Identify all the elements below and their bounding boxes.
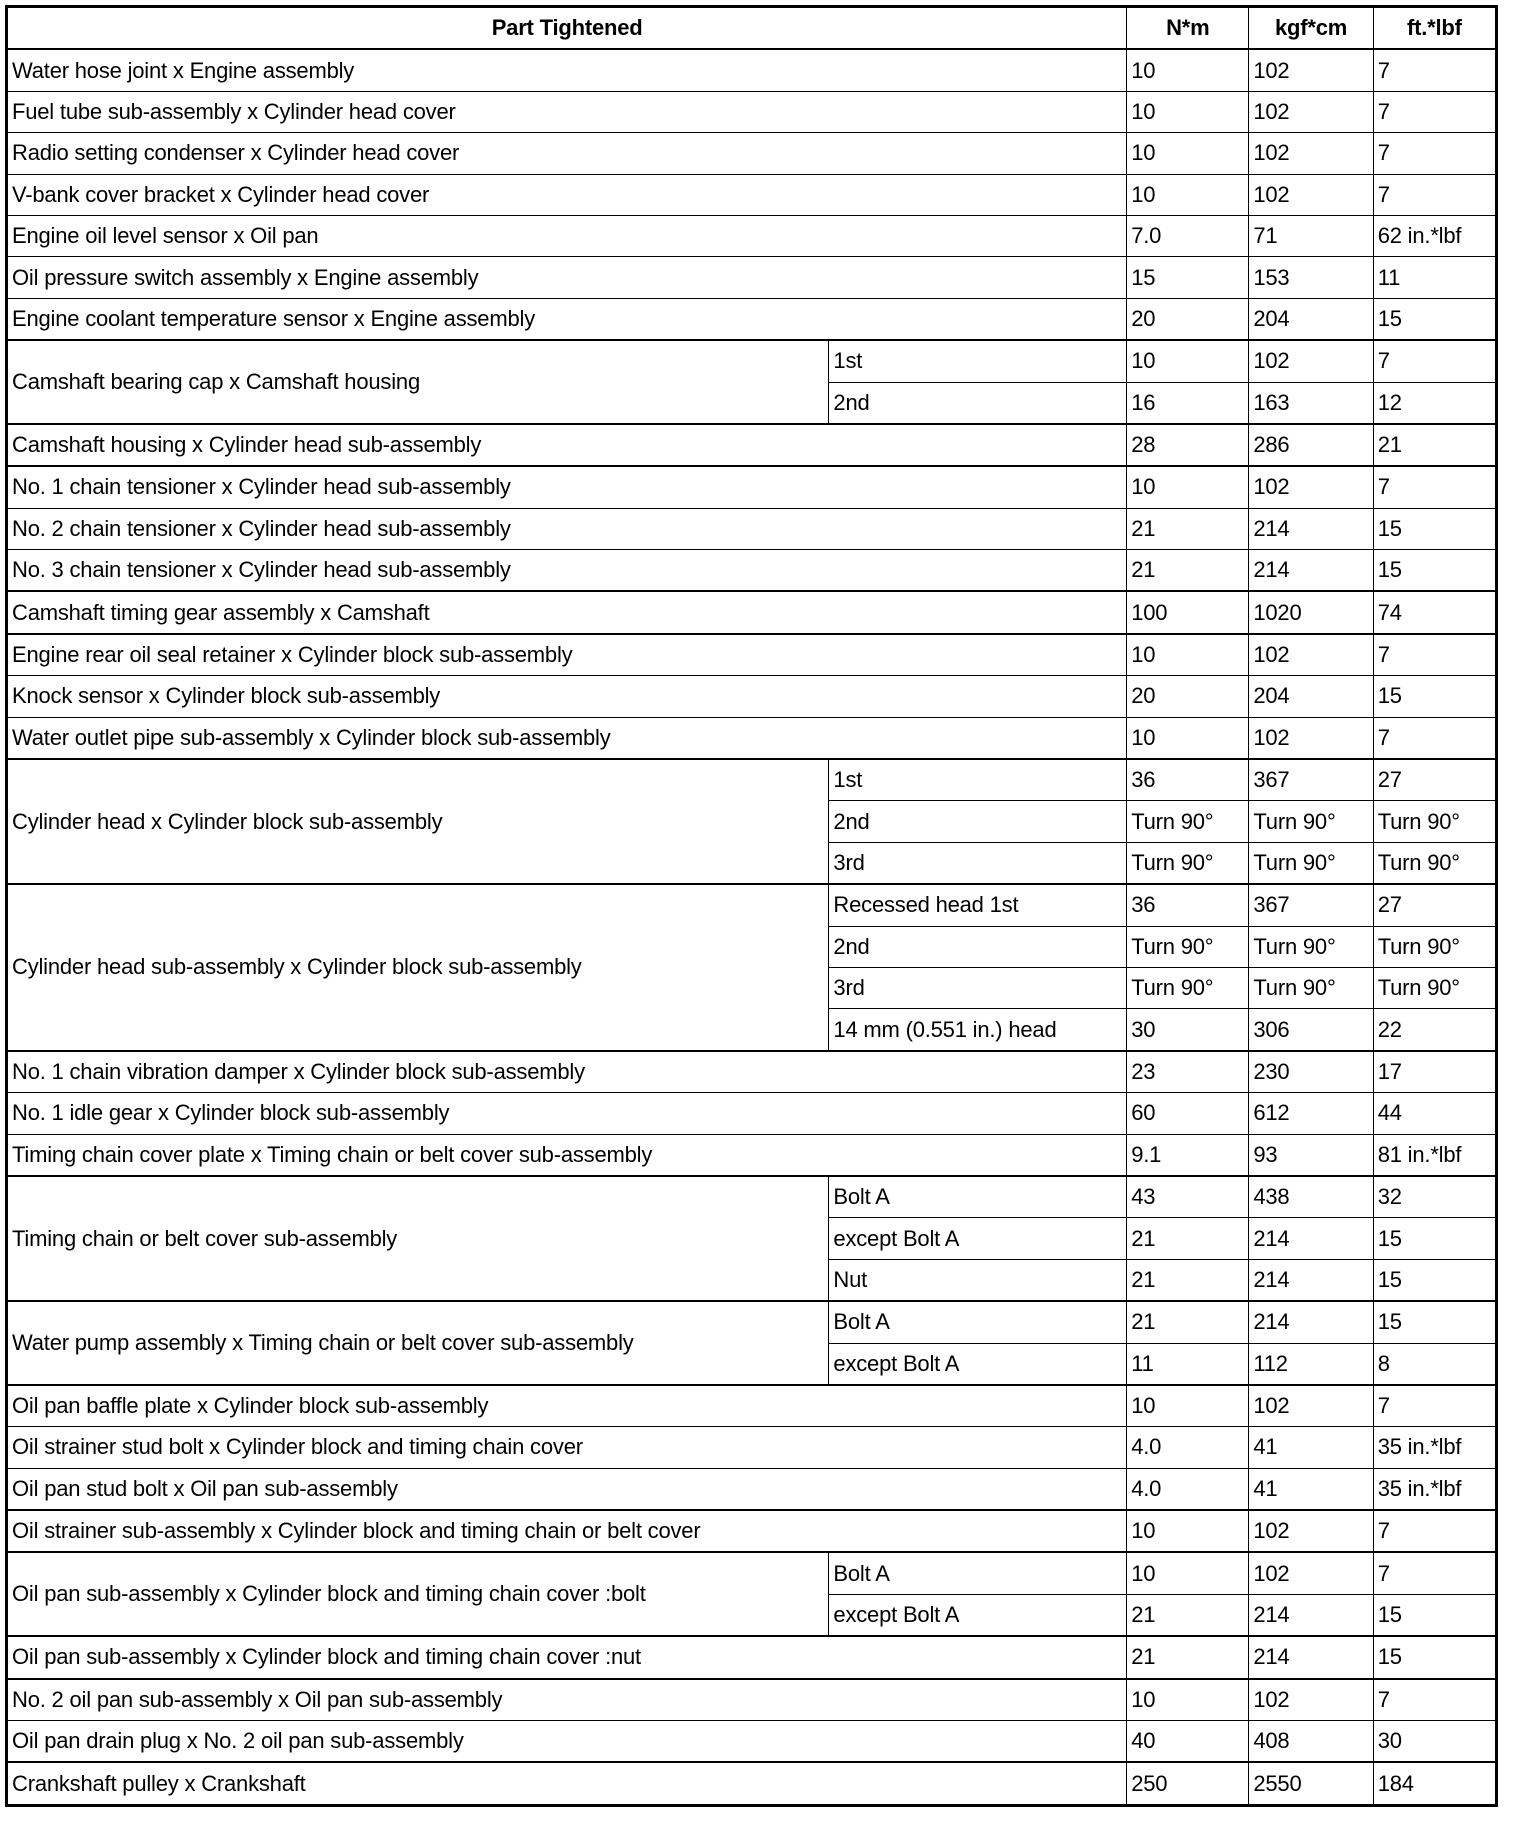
torque-spec-table <box>5 5 1498 1807</box>
table-row <box>7 424 1497 466</box>
step-cell: 1st <box>829 759 1127 801</box>
step-cell: except Bolt A <box>829 1218 1127 1259</box>
nm-value-cell: 21 <box>1127 550 1249 592</box>
nm-value-cell: Turn 90° <box>1127 926 1249 967</box>
nm-value-cell: 21 <box>1127 508 1249 549</box>
nm-value-cell: 43 <box>1127 1176 1249 1218</box>
table-body <box>7 49 1497 1805</box>
ft-value-cell: 7 <box>1373 340 1496 382</box>
nm-value-cell: 23 <box>1127 1051 1249 1093</box>
part-name-cell: Crankshaft pulley x Crankshaft <box>7 1762 1127 1805</box>
ft-value-cell: 7 <box>1373 634 1496 676</box>
ft-value-cell: 7 <box>1373 466 1496 508</box>
step-cell: 2nd <box>829 382 1127 424</box>
table-row <box>7 1510 1497 1552</box>
step-cell: Bolt A <box>829 1301 1127 1343</box>
ft-value-cell: Turn 90° <box>1373 967 1496 1008</box>
nm-value-cell: 100 <box>1127 591 1249 633</box>
nm-value-cell: 15 <box>1127 257 1249 298</box>
nm-value-cell: 20 <box>1127 676 1249 717</box>
table-row <box>7 1385 1497 1427</box>
ft-value-cell: 7 <box>1373 91 1496 132</box>
step-cell: Nut <box>829 1259 1127 1301</box>
part-name-cell: Oil pan stud bolt x Oil pan sub-assembly <box>7 1468 1127 1510</box>
kgf-value-cell: Turn 90° <box>1249 801 1373 842</box>
ft-value-cell: 22 <box>1373 1009 1496 1051</box>
table-row <box>7 215 1497 256</box>
kgf-value-cell: 102 <box>1249 1679 1373 1721</box>
ft-value-cell: 15 <box>1373 1636 1496 1678</box>
kgf-value-cell: 102 <box>1249 133 1373 174</box>
kgf-value-cell: 102 <box>1249 1385 1373 1427</box>
kgf-value-cell: Turn 90° <box>1249 967 1373 1008</box>
table-row <box>7 174 1497 215</box>
ft-value-cell: 74 <box>1373 591 1496 633</box>
ft-value-cell: Turn 90° <box>1373 801 1496 842</box>
nm-value-cell: 10 <box>1127 1385 1249 1427</box>
ft-value-cell: 15 <box>1373 1259 1496 1301</box>
ft-value-cell: 15 <box>1373 550 1496 592</box>
step-cell: Bolt A <box>829 1552 1127 1594</box>
table-row <box>7 257 1497 298</box>
kgf-value-cell: 102 <box>1249 340 1373 382</box>
table-row <box>7 1051 1497 1093</box>
table-row <box>7 759 1497 801</box>
nm-value-cell: Turn 90° <box>1127 801 1249 842</box>
kgf-value-cell: 408 <box>1249 1721 1373 1763</box>
nm-value-cell: 250 <box>1127 1762 1249 1805</box>
header-row <box>7 7 1497 50</box>
ft-value-cell: 15 <box>1373 1218 1496 1259</box>
kgf-value-cell: 41 <box>1249 1468 1373 1510</box>
ft-value-cell: 32 <box>1373 1176 1496 1218</box>
ft-value-cell: 15 <box>1373 298 1496 340</box>
ft-value-cell: 7 <box>1373 1679 1496 1721</box>
kgf-value-cell: 102 <box>1249 466 1373 508</box>
nm-value-cell: 21 <box>1127 1636 1249 1678</box>
part-name-cell: Water hose joint x Engine assembly <box>7 49 1127 91</box>
nm-value-cell: 10 <box>1127 717 1249 759</box>
ft-value-cell: 35 in.*lbf <box>1373 1468 1496 1510</box>
kgf-value-cell: Turn 90° <box>1249 842 1373 884</box>
kgf-value-cell: Turn 90° <box>1249 926 1373 967</box>
kgf-value-cell: 102 <box>1249 717 1373 759</box>
table-row <box>7 884 1497 926</box>
part-name-cell: No. 2 chain tensioner x Cylinder head sub-assembly <box>7 508 1127 549</box>
part-name-cell: Water pump assembly x Timing chain or belt cover sub-assembly <box>7 1301 829 1385</box>
nm-value-cell: 10 <box>1127 49 1249 91</box>
table-row <box>7 1552 1497 1594</box>
part-name-cell: No. 1 idle gear x Cylinder block sub-assembly <box>7 1093 1127 1134</box>
part-name-cell: Oil pan drain plug x No. 2 oil pan sub-assembly <box>7 1721 1127 1763</box>
nm-value-cell: 10 <box>1127 466 1249 508</box>
table-row <box>7 508 1497 549</box>
ft-value-cell: 62 in.*lbf <box>1373 215 1496 256</box>
kgf-value-cell: 367 <box>1249 884 1373 926</box>
kgf-value-cell: 102 <box>1249 1510 1373 1552</box>
part-name-cell: Oil strainer sub-assembly x Cylinder block and timing chain or belt cover <box>7 1510 1127 1552</box>
ft-value-cell: Turn 90° <box>1373 926 1496 967</box>
table-row <box>7 591 1497 633</box>
kgf-value-cell: 214 <box>1249 1218 1373 1259</box>
ft-value-cell: 7 <box>1373 49 1496 91</box>
nm-value-cell: 10 <box>1127 174 1249 215</box>
part-name-cell: Camshaft bearing cap x Camshaft housing <box>7 340 829 424</box>
part-name-cell: Water outlet pipe sub-assembly x Cylinder block sub-assembly <box>7 717 1127 759</box>
header-nm: N*m <box>1127 7 1249 50</box>
kgf-value-cell: 230 <box>1249 1051 1373 1093</box>
ft-value-cell: 7 <box>1373 174 1496 215</box>
table-row <box>7 717 1497 759</box>
nm-value-cell: 20 <box>1127 298 1249 340</box>
part-name-cell: Oil pressure switch assembly x Engine assembly <box>7 257 1127 298</box>
kgf-value-cell: 102 <box>1249 634 1373 676</box>
kgf-value-cell: 204 <box>1249 298 1373 340</box>
part-name-cell: Engine oil level sensor x Oil pan <box>7 215 1127 256</box>
ft-value-cell: 15 <box>1373 1594 1496 1636</box>
ft-value-cell: 27 <box>1373 884 1496 926</box>
kgf-value-cell: 214 <box>1249 1594 1373 1636</box>
nm-value-cell: 11 <box>1127 1343 1249 1385</box>
table-row <box>7 634 1497 676</box>
ft-value-cell: 30 <box>1373 1721 1496 1763</box>
kgf-value-cell: 214 <box>1249 1259 1373 1301</box>
kgf-value-cell: 102 <box>1249 1552 1373 1594</box>
step-cell: 2nd <box>829 926 1127 967</box>
table-row <box>7 676 1497 717</box>
ft-value-cell: 81 in.*lbf <box>1373 1134 1496 1176</box>
step-cell: Recessed head 1st <box>829 884 1127 926</box>
nm-value-cell: 21 <box>1127 1594 1249 1636</box>
step-cell: 3rd <box>829 967 1127 1008</box>
table-row <box>7 466 1497 508</box>
step-cell: 2nd <box>829 801 1127 842</box>
nm-value-cell: 4.0 <box>1127 1427 1249 1468</box>
table-row <box>7 298 1497 340</box>
table-row <box>7 1301 1497 1343</box>
kgf-value-cell: 438 <box>1249 1176 1373 1218</box>
part-name-cell: Camshaft housing x Cylinder head sub-assembly <box>7 424 1127 466</box>
kgf-value-cell: 204 <box>1249 676 1373 717</box>
part-name-cell: Oil strainer stud bolt x Cylinder block and timing chain cover <box>7 1427 1127 1468</box>
nm-value-cell: Turn 90° <box>1127 842 1249 884</box>
nm-value-cell: 60 <box>1127 1093 1249 1134</box>
nm-value-cell: 16 <box>1127 382 1249 424</box>
table-row <box>7 1468 1497 1510</box>
part-name-cell: Oil pan baffle plate x Cylinder block sub-assembly <box>7 1385 1127 1427</box>
ft-value-cell: 15 <box>1373 676 1496 717</box>
header-part-tightened: Part Tightened <box>7 7 1127 50</box>
nm-value-cell: 36 <box>1127 759 1249 801</box>
kgf-value-cell: 1020 <box>1249 591 1373 633</box>
table-row <box>7 1176 1497 1218</box>
part-name-cell: V-bank cover bracket x Cylinder head cover <box>7 174 1127 215</box>
part-name-cell: Knock sensor x Cylinder block sub-assembly <box>7 676 1127 717</box>
ft-value-cell: 8 <box>1373 1343 1496 1385</box>
part-name-cell: Cylinder head x Cylinder block sub-assembly <box>7 759 829 884</box>
ft-value-cell: 7 <box>1373 1510 1496 1552</box>
nm-value-cell: 7.0 <box>1127 215 1249 256</box>
part-name-cell: No. 1 chain tensioner x Cylinder head sub-assembly <box>7 466 1127 508</box>
kgf-value-cell: 93 <box>1249 1134 1373 1176</box>
ft-value-cell: 7 <box>1373 1552 1496 1594</box>
table-row <box>7 91 1497 132</box>
table-row <box>7 1093 1497 1134</box>
step-cell: 14 mm (0.551 in.) head <box>829 1009 1127 1051</box>
part-name-cell: No. 3 chain tensioner x Cylinder head sub-assembly <box>7 550 1127 592</box>
ft-value-cell: 11 <box>1373 257 1496 298</box>
nm-value-cell: 10 <box>1127 634 1249 676</box>
kgf-value-cell: 102 <box>1249 91 1373 132</box>
kgf-value-cell: 214 <box>1249 550 1373 592</box>
kgf-value-cell: 102 <box>1249 174 1373 215</box>
part-name-cell: Oil pan sub-assembly x Cylinder block and timing chain cover :bolt <box>7 1552 829 1636</box>
nm-value-cell: 10 <box>1127 1510 1249 1552</box>
ft-value-cell: 184 <box>1373 1762 1496 1805</box>
nm-value-cell: 9.1 <box>1127 1134 1249 1176</box>
step-cell: except Bolt A <box>829 1594 1127 1636</box>
nm-value-cell: 30 <box>1127 1009 1249 1051</box>
ft-value-cell: Turn 90° <box>1373 842 1496 884</box>
ft-value-cell: 7 <box>1373 1385 1496 1427</box>
kgf-value-cell: 367 <box>1249 759 1373 801</box>
nm-value-cell: 4.0 <box>1127 1468 1249 1510</box>
kgf-value-cell: 612 <box>1249 1093 1373 1134</box>
nm-value-cell: 10 <box>1127 340 1249 382</box>
nm-value-cell: 10 <box>1127 1679 1249 1721</box>
kgf-value-cell: 214 <box>1249 1301 1373 1343</box>
table-row <box>7 1721 1497 1763</box>
nm-value-cell: 40 <box>1127 1721 1249 1763</box>
kgf-value-cell: 41 <box>1249 1427 1373 1468</box>
kgf-value-cell: 153 <box>1249 257 1373 298</box>
nm-value-cell: Turn 90° <box>1127 967 1249 1008</box>
part-name-cell: Cylinder head sub-assembly x Cylinder block sub-assembly <box>7 884 829 1051</box>
part-name-cell: Oil pan sub-assembly x Cylinder block and timing chain cover :nut <box>7 1636 1127 1678</box>
kgf-value-cell: 214 <box>1249 508 1373 549</box>
nm-value-cell: 10 <box>1127 133 1249 174</box>
kgf-value-cell: 71 <box>1249 215 1373 256</box>
part-name-cell: No. 1 chain vibration damper x Cylinder block sub-assembly <box>7 1051 1127 1093</box>
ft-value-cell: 17 <box>1373 1051 1496 1093</box>
table-row <box>7 1636 1497 1678</box>
kgf-value-cell: 286 <box>1249 424 1373 466</box>
nm-value-cell: 21 <box>1127 1259 1249 1301</box>
nm-value-cell: 21 <box>1127 1301 1249 1343</box>
table-row <box>7 1679 1497 1721</box>
step-cell: 1st <box>829 340 1127 382</box>
part-name-cell: Timing chain or belt cover sub-assembly <box>7 1176 829 1301</box>
ft-value-cell: 35 in.*lbf <box>1373 1427 1496 1468</box>
ft-value-cell: 15 <box>1373 508 1496 549</box>
part-name-cell: Fuel tube sub-assembly x Cylinder head cover <box>7 91 1127 132</box>
kgf-value-cell: 163 <box>1249 382 1373 424</box>
nm-value-cell: 36 <box>1127 884 1249 926</box>
ft-value-cell: 12 <box>1373 382 1496 424</box>
kgf-value-cell: 102 <box>1249 49 1373 91</box>
part-name-cell: Radio setting condenser x Cylinder head cover <box>7 133 1127 174</box>
header-ft-lbf: ft.*lbf <box>1373 7 1496 50</box>
table-row <box>7 1134 1497 1176</box>
ft-value-cell: 7 <box>1373 133 1496 174</box>
kgf-value-cell: 214 <box>1249 1636 1373 1678</box>
part-name-cell: Camshaft timing gear assembly x Camshaft <box>7 591 1127 633</box>
nm-value-cell: 10 <box>1127 91 1249 132</box>
table-row <box>7 1762 1497 1805</box>
header-kgf-cm: kgf*cm <box>1249 7 1373 50</box>
nm-value-cell: 10 <box>1127 1552 1249 1594</box>
ft-value-cell: 21 <box>1373 424 1496 466</box>
table-row <box>7 550 1497 592</box>
table-row <box>7 133 1497 174</box>
table-row <box>7 340 1497 382</box>
ft-value-cell: 44 <box>1373 1093 1496 1134</box>
part-name-cell: Engine coolant temperature sensor x Engine assembly <box>7 298 1127 340</box>
ft-value-cell: 15 <box>1373 1301 1496 1343</box>
table-row <box>7 49 1497 91</box>
nm-value-cell: 28 <box>1127 424 1249 466</box>
part-name-cell: No. 2 oil pan sub-assembly x Oil pan sub-assembly <box>7 1679 1127 1721</box>
kgf-value-cell: 2550 <box>1249 1762 1373 1805</box>
ft-value-cell: 7 <box>1373 717 1496 759</box>
ft-value-cell: 27 <box>1373 759 1496 801</box>
kgf-value-cell: 112 <box>1249 1343 1373 1385</box>
step-cell: Bolt A <box>829 1176 1127 1218</box>
part-name-cell: Engine rear oil seal retainer x Cylinder block sub-assembly <box>7 634 1127 676</box>
step-cell: except Bolt A <box>829 1343 1127 1385</box>
part-name-cell: Timing chain cover plate x Timing chain or belt cover sub-assembly <box>7 1134 1127 1176</box>
nm-value-cell: 21 <box>1127 1218 1249 1259</box>
kgf-value-cell: 306 <box>1249 1009 1373 1051</box>
table-row <box>7 1427 1497 1468</box>
step-cell: 3rd <box>829 842 1127 884</box>
